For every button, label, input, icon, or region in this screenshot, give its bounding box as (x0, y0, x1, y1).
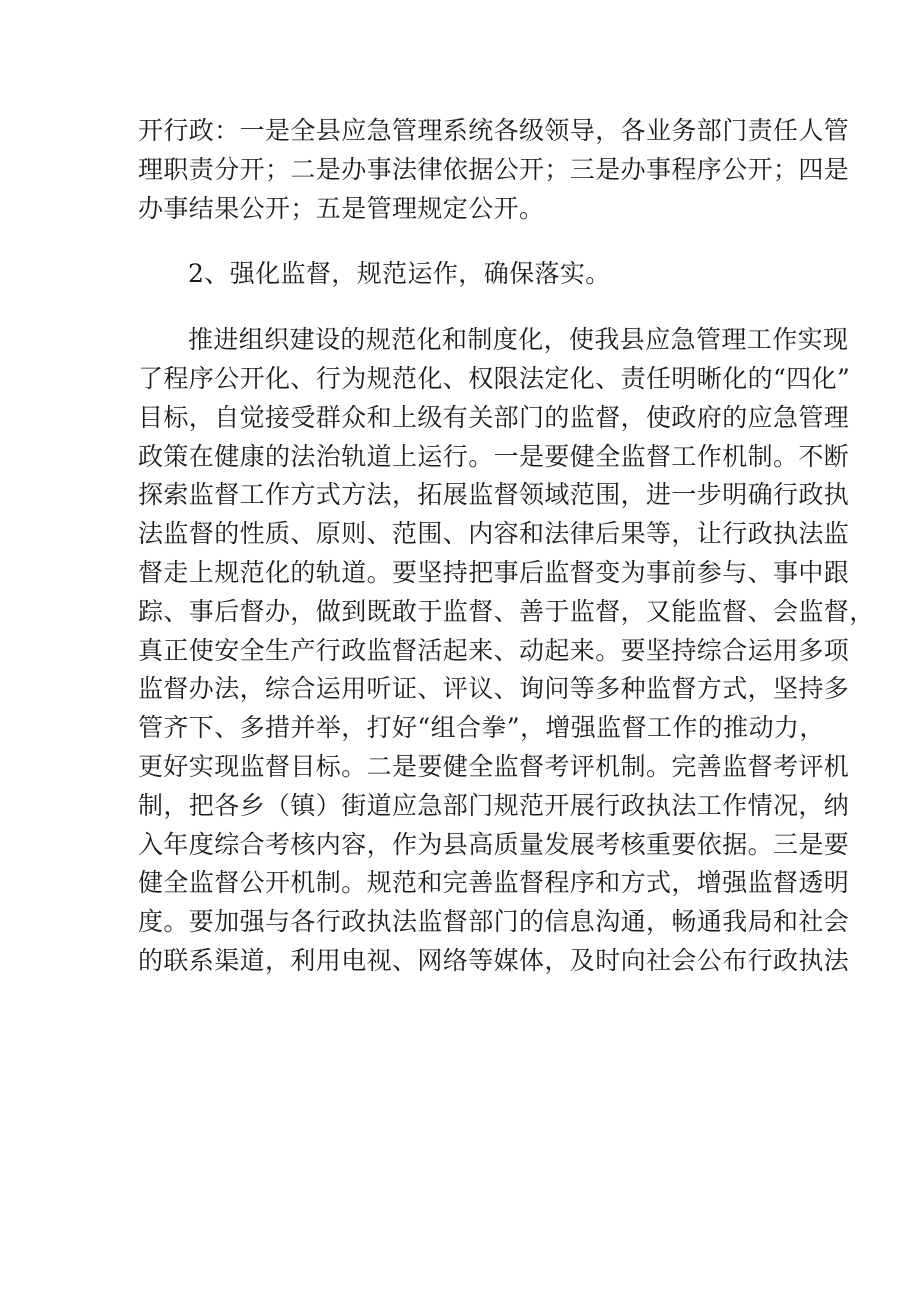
paragraph-spacer (138, 294, 786, 321)
paragraph-line: 法监督的性质、原则、范围、内容和法律后果等，让行政执法监 (138, 519, 850, 549)
paragraph-spacer (138, 228, 786, 255)
paragraph-line: 管齐下、多措并举，打好“组合拳”，增强监督工作的推动力， (138, 713, 825, 743)
section-heading: 2、强化监督，规范运作，确保落实。 (188, 259, 611, 289)
paragraph-line: 目标，自觉接受群众和上级有关部门的监督，使政府的应急管理 (138, 402, 850, 432)
paragraph-line: 入年度综合考核内容，作为县高质量发展考核重要依据。三是要 (138, 829, 850, 859)
paragraph-line: 办事结果公开；五是管理规定公开。 (138, 193, 545, 223)
document-body (138, 112, 875, 981)
paragraph-line: 督走上规范化的轨道。要坚持把事后监督变为事前参与、事中跟 (138, 557, 850, 587)
paragraph-line: 更好实现监督目标。二是要健全监督考评机制。完善监督考评机 (138, 751, 850, 781)
paragraph-line: 的联系渠道，利用电视、网络等媒体，及时向社会公布行政执法 (138, 945, 850, 975)
paragraph-line: 理职责分开；二是办事法律依据公开；三是办事程序公开；四是 (138, 154, 850, 184)
paragraph-line: 探索监督工作方式方法，拓展监督领域范围，进一步明确行政执 (138, 480, 850, 510)
paragraph-line: 真正使安全生产行政监督活起来、动起来。要坚持综合运用多项 (138, 635, 850, 665)
paragraph-line: 政策在健康的法治轨道上运行。一是要健全监督工作机制。不断 (138, 441, 850, 471)
paragraph-line: 制，把各乡（镇）街道应急部门规范开展行政执法工作情况，纳 (138, 790, 850, 820)
paragraph-line: 度。要加强与各行政执法监督部门的信息沟通，畅通我局和社会 (138, 907, 850, 937)
paragraph-line: 踪、事后督办，做到既敢于监督、善于监督，又能监督、会监督， (138, 596, 875, 626)
paragraph-line: 推进组织建设的规范化和制度化，使我县应急管理工作实现 (188, 325, 849, 355)
paragraph-line: 健全监督公开机制。规范和完善监督程序和方式，增强监督透明 (138, 868, 850, 898)
paragraph-line: 开行政：一是全县应急管理系统各级领导，各业务部门责任人管 (138, 116, 850, 145)
paragraph-line: 监督办法，综合运用听证、评议、询问等多种监督方式，坚持多 (138, 674, 850, 704)
paragraph-line: 了程序公开化、行为规范化、权限法定化、责任明晰化的“四化” (138, 363, 851, 393)
